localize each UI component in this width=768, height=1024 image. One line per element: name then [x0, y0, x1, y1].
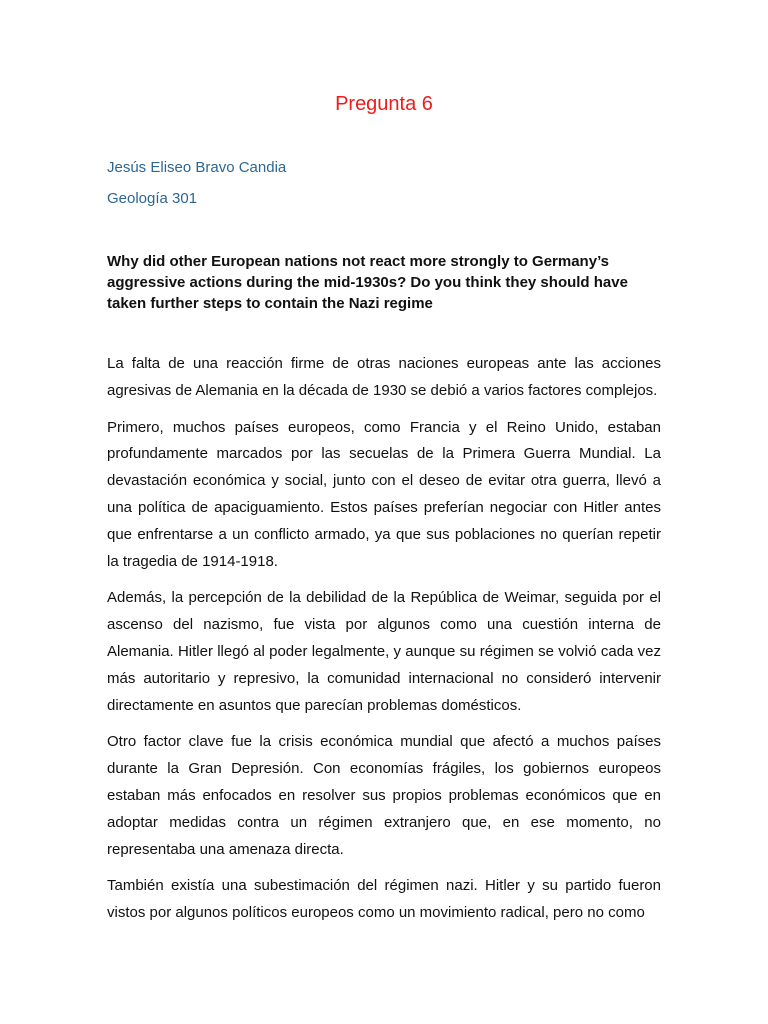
paragraph-2: Primero, muchos países europeos, como Francia y el Reino Unido, estaban profundamente marcados por las secuelas de la Primera Guerra Mundial. La devastación económica y social, junto con el deseo de evitar otra guerra, llevó a una política de apaciguamiento. Estos países preferían negociar con Hitler antes que enfrentarse a un conflicto armado, ya que sus poblaciones no querían repetir la tragedia de 1914-1918. — [107, 418, 661, 570]
question-text: Why did other European nations not react more strongly to Germany’s aggressive actions during the mid-1930s? Do you think they should have taken further steps to contain the Nazi regime — [107, 253, 628, 312]
paragraph-1: La falta de una reacción firme de otras naciones europeas ante las acciones agresivas de Alemania en la década de 1930 se debió a varios factores complejos. — [107, 355, 661, 399]
paragraph-3: Además, la percepción de la debilidad de la República de Weimar, seguida por el ascenso del nazismo, fue vista por algunos como una cuestión interna de Alemania. Hitler llegó al poder legalmente, y aunque su régimen se volvió cada vez más autoritario y represivo, la comunidad internacional no consideró intervenir directamente en asuntos que parecían problemas domésticos. — [107, 589, 661, 714]
paragraph-4: Otro factor clave fue la crisis económica mundial que afectó a muchos países durante la Gran Depresión. Con economías frágiles, los gobiernos europeos estaban más enfocados en resolver sus propios problemas económicos que en adoptar medidas contra un régimen extranjero que, en ese momento, no representaba una amenaza directa. — [107, 733, 661, 858]
answer-body — [107, 351, 661, 937]
paragraph-5: También existía una subestimación del régimen nazi. Hitler y su partido fueron vistos por algunos políticos europeos como un movimiento radical, pero no como — [107, 877, 661, 922]
document-title: Pregunta 6 — [335, 93, 433, 115]
course-name: Geología 301 — [107, 190, 198, 207]
author-name: Jesús Eliseo Bravo Candia — [107, 159, 287, 176]
